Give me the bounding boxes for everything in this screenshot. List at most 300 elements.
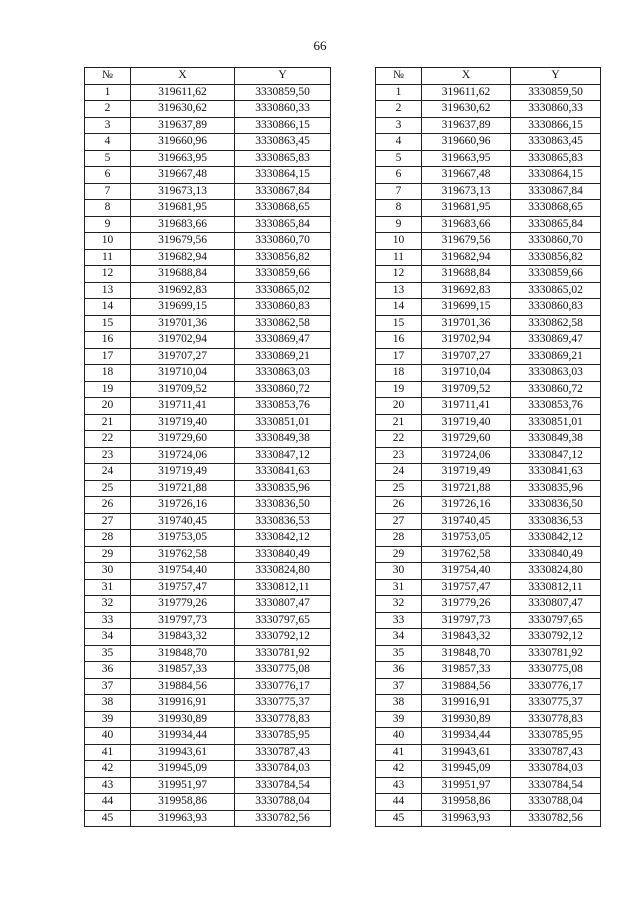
coordinates-table-left [84, 67, 331, 827]
cell-x: 319719,40 [131, 414, 235, 431]
cell-x: 319843,32 [422, 629, 511, 646]
table-row [376, 629, 601, 646]
cell-number: 13 [376, 282, 422, 299]
table-row [85, 414, 331, 431]
cell-y: 3330840,49 [235, 546, 331, 563]
cell-x: 319848,70 [131, 645, 235, 662]
cell-x: 319702,94 [131, 332, 235, 349]
cell-number: 15 [376, 315, 422, 332]
cell-y: 3330849,38 [235, 431, 331, 448]
cell-y: 3330865,02 [511, 282, 601, 299]
cell-number: 44 [376, 794, 422, 811]
cell-x: 319679,56 [131, 233, 235, 250]
cell-y: 3330867,84 [511, 183, 601, 200]
cell-y: 3330862,58 [511, 315, 601, 332]
cell-number: 9 [376, 216, 422, 233]
cell-x: 319711,41 [131, 398, 235, 415]
cell-number: 10 [85, 233, 131, 250]
cell-number: 17 [376, 348, 422, 365]
cell-number: 8 [376, 200, 422, 217]
cell-y: 3330778,83 [511, 711, 601, 728]
table-row [376, 414, 601, 431]
cell-number: 37 [376, 678, 422, 695]
table-row [376, 84, 601, 101]
table-row [376, 299, 601, 316]
cell-number: 5 [85, 150, 131, 167]
cell-y: 3330865,83 [235, 150, 331, 167]
cell-number: 42 [376, 761, 422, 778]
table-row [85, 662, 331, 679]
cell-y: 3330797,65 [235, 612, 331, 629]
cell-x: 319724,06 [131, 447, 235, 464]
table-row [85, 546, 331, 563]
table-row [85, 777, 331, 794]
cell-number: 11 [85, 249, 131, 266]
cell-x: 319660,96 [422, 134, 511, 151]
table-row [376, 282, 601, 299]
cell-number: 3 [376, 117, 422, 134]
cell-x: 319762,58 [422, 546, 511, 563]
coordinates-table-right [375, 67, 601, 827]
table-row [376, 612, 601, 629]
table-row [376, 662, 601, 679]
cell-y: 3330860,83 [235, 299, 331, 316]
cell-y: 3330784,03 [511, 761, 601, 778]
column-header-y: Y [235, 68, 331, 85]
cell-y: 3330775,37 [511, 695, 601, 712]
cell-x: 319679,56 [422, 233, 511, 250]
cell-number: 15 [85, 315, 131, 332]
table-row [85, 365, 331, 382]
table-row [85, 810, 331, 827]
table-row [85, 200, 331, 217]
table-row [376, 233, 601, 250]
cell-x: 319757,47 [422, 579, 511, 596]
cell-x: 319611,62 [131, 84, 235, 101]
cell-y: 3330860,83 [511, 299, 601, 316]
cell-number: 18 [376, 365, 422, 382]
table-row [85, 794, 331, 811]
cell-x: 319916,91 [131, 695, 235, 712]
table-row [85, 249, 331, 266]
cell-number: 29 [376, 546, 422, 563]
cell-x: 319753,05 [131, 530, 235, 547]
table-row [85, 728, 331, 745]
cell-x: 319692,83 [422, 282, 511, 299]
cell-x: 319740,45 [422, 513, 511, 530]
cell-number: 18 [85, 365, 131, 382]
table-row [85, 216, 331, 233]
cell-x: 319754,40 [131, 563, 235, 580]
table-row [85, 315, 331, 332]
cell-number: 43 [376, 777, 422, 794]
cell-x: 319721,88 [422, 480, 511, 497]
cell-y: 3330782,56 [235, 810, 331, 827]
column-header-x: X [422, 68, 511, 85]
cell-number: 22 [376, 431, 422, 448]
table-row [376, 563, 601, 580]
table-row [376, 117, 601, 134]
cell-y: 3330853,76 [235, 398, 331, 415]
cell-number: 26 [85, 497, 131, 514]
cell-x: 319683,66 [131, 216, 235, 233]
table-row [376, 183, 601, 200]
cell-y: 3330860,70 [511, 233, 601, 250]
cell-x: 319848,70 [422, 645, 511, 662]
table-row [85, 150, 331, 167]
cell-number: 38 [376, 695, 422, 712]
cell-number: 21 [376, 414, 422, 431]
table-row [376, 398, 601, 415]
cell-number: 20 [376, 398, 422, 415]
cell-x: 319943,61 [422, 744, 511, 761]
cell-y: 3330841,63 [235, 464, 331, 481]
cell-x: 319934,44 [422, 728, 511, 745]
cell-y: 3330866,15 [235, 117, 331, 134]
cell-x: 319673,13 [422, 183, 511, 200]
cell-number: 32 [376, 596, 422, 613]
cell-x: 319707,27 [422, 348, 511, 365]
cell-x: 319754,40 [422, 563, 511, 580]
cell-y: 3330835,96 [511, 480, 601, 497]
table-row [85, 645, 331, 662]
cell-y: 3330859,50 [511, 84, 601, 101]
table-row [85, 101, 331, 118]
cell-number: 28 [376, 530, 422, 547]
table-row [376, 464, 601, 481]
cell-number: 31 [376, 579, 422, 596]
cell-y: 3330868,65 [511, 200, 601, 217]
table-row [85, 579, 331, 596]
cell-number: 40 [376, 728, 422, 745]
table-row [376, 645, 601, 662]
table-row [376, 381, 601, 398]
cell-x: 319916,91 [422, 695, 511, 712]
cell-y: 3330863,45 [235, 134, 331, 151]
cell-y: 3330781,92 [511, 645, 601, 662]
cell-x: 319884,56 [131, 678, 235, 695]
cell-x: 319667,48 [422, 167, 511, 184]
cell-y: 3330787,43 [511, 744, 601, 761]
table-row [85, 431, 331, 448]
cell-y: 3330869,21 [511, 348, 601, 365]
cell-y: 3330840,49 [511, 546, 601, 563]
table-row [376, 794, 601, 811]
cell-x: 319958,86 [422, 794, 511, 811]
cell-x: 319857,33 [422, 662, 511, 679]
cell-number: 10 [376, 233, 422, 250]
cell-number: 27 [376, 513, 422, 530]
cell-x: 319779,26 [422, 596, 511, 613]
cell-number: 1 [85, 84, 131, 101]
cell-y: 3330864,15 [511, 167, 601, 184]
cell-y: 3330788,04 [235, 794, 331, 811]
cell-y: 3330775,37 [235, 695, 331, 712]
cell-number: 23 [376, 447, 422, 464]
cell-number: 12 [85, 266, 131, 283]
table-row [85, 183, 331, 200]
table-body-right [376, 84, 601, 827]
cell-y: 3330859,66 [511, 266, 601, 283]
cell-x: 319797,73 [422, 612, 511, 629]
cell-number: 14 [376, 299, 422, 316]
table-row [85, 299, 331, 316]
table-row [376, 596, 601, 613]
cell-y: 3330836,53 [511, 513, 601, 530]
cell-x: 319699,15 [131, 299, 235, 316]
cell-number: 25 [85, 480, 131, 497]
table-row [85, 381, 331, 398]
cell-x: 319663,95 [422, 150, 511, 167]
table-row [85, 744, 331, 761]
table-row [85, 497, 331, 514]
table-row [85, 530, 331, 547]
cell-y: 3330856,82 [511, 249, 601, 266]
table-row [85, 513, 331, 530]
table-row [85, 464, 331, 481]
table-row [85, 167, 331, 184]
cell-x: 319951,97 [422, 777, 511, 794]
cell-number: 24 [376, 464, 422, 481]
cell-x: 319762,58 [131, 546, 235, 563]
cell-x: 319637,89 [131, 117, 235, 134]
cell-number: 36 [85, 662, 131, 679]
cell-number: 2 [376, 101, 422, 118]
table-row [376, 530, 601, 547]
cell-number: 37 [85, 678, 131, 695]
cell-y: 3330863,03 [511, 365, 601, 382]
table-row [376, 480, 601, 497]
table-header-row [85, 68, 331, 85]
cell-y: 3330869,21 [235, 348, 331, 365]
cell-x: 319701,36 [131, 315, 235, 332]
table-row [85, 695, 331, 712]
table-row [376, 546, 601, 563]
cell-number: 3 [85, 117, 131, 134]
cell-y: 3330863,03 [235, 365, 331, 382]
table-row [376, 332, 601, 349]
cell-number: 29 [85, 546, 131, 563]
cell-x: 319682,94 [131, 249, 235, 266]
cell-number: 35 [376, 645, 422, 662]
table-row [376, 447, 601, 464]
cell-y: 3330865,84 [511, 216, 601, 233]
cell-number: 4 [85, 134, 131, 151]
cell-number: 6 [376, 167, 422, 184]
cell-y: 3330866,15 [511, 117, 601, 134]
cell-y: 3330836,53 [235, 513, 331, 530]
cell-number: 17 [85, 348, 131, 365]
cell-number: 8 [85, 200, 131, 217]
cell-x: 319688,84 [422, 266, 511, 283]
cell-y: 3330847,12 [235, 447, 331, 464]
table-row [376, 365, 601, 382]
cell-number: 20 [85, 398, 131, 415]
table-row [85, 134, 331, 151]
cell-y: 3330863,45 [511, 134, 601, 151]
cell-number: 11 [376, 249, 422, 266]
cell-number: 39 [376, 711, 422, 728]
cell-y: 3330836,50 [235, 497, 331, 514]
cell-x: 319724,06 [422, 447, 511, 464]
cell-y: 3330841,63 [511, 464, 601, 481]
column-header-x: X [131, 68, 235, 85]
cell-number: 19 [376, 381, 422, 398]
cell-number: 31 [85, 579, 131, 596]
cell-x: 319710,04 [131, 365, 235, 382]
cell-y: 3330869,47 [235, 332, 331, 349]
cell-number: 40 [85, 728, 131, 745]
cell-x: 319709,52 [422, 381, 511, 398]
table-row [376, 761, 601, 778]
cell-y: 3330859,66 [235, 266, 331, 283]
cell-x: 319719,49 [422, 464, 511, 481]
cell-y: 3330847,12 [511, 447, 601, 464]
cell-y: 3330824,80 [511, 563, 601, 580]
cell-number: 34 [85, 629, 131, 646]
cell-y: 3330824,80 [235, 563, 331, 580]
cell-number: 2 [85, 101, 131, 118]
cell-y: 3330836,50 [511, 497, 601, 514]
cell-x: 319843,32 [131, 629, 235, 646]
cell-x: 319701,36 [422, 315, 511, 332]
cell-x: 319757,47 [131, 579, 235, 596]
cell-x: 319699,15 [422, 299, 511, 316]
table-row [376, 216, 601, 233]
cell-y: 3330864,15 [235, 167, 331, 184]
cell-x: 319719,40 [422, 414, 511, 431]
table-row [376, 513, 601, 530]
cell-x: 319711,41 [422, 398, 511, 415]
table-row [85, 629, 331, 646]
table-row [85, 266, 331, 283]
cell-x: 319729,60 [131, 431, 235, 448]
cell-y: 3330853,76 [511, 398, 601, 415]
table-row [376, 315, 601, 332]
cell-number: 6 [85, 167, 131, 184]
cell-y: 3330835,96 [235, 480, 331, 497]
cell-number: 30 [376, 563, 422, 580]
cell-y: 3330869,47 [511, 332, 601, 349]
cell-number: 27 [85, 513, 131, 530]
cell-x: 319930,89 [131, 711, 235, 728]
cell-y: 3330860,70 [235, 233, 331, 250]
cell-y: 3330860,72 [511, 381, 601, 398]
table-header-row [376, 68, 601, 85]
cell-x: 319663,95 [131, 150, 235, 167]
cell-number: 30 [85, 563, 131, 580]
table-row [376, 744, 601, 761]
cell-number: 13 [85, 282, 131, 299]
table-row [85, 761, 331, 778]
cell-y: 3330860,33 [511, 101, 601, 118]
table-row [85, 348, 331, 365]
table-row [376, 777, 601, 794]
cell-x: 319943,61 [131, 744, 235, 761]
table-row [85, 596, 331, 613]
cell-x: 319681,95 [422, 200, 511, 217]
cell-y: 3330860,33 [235, 101, 331, 118]
table-row [85, 447, 331, 464]
table-row [85, 711, 331, 728]
cell-x: 319963,93 [422, 810, 511, 827]
table-row [376, 728, 601, 745]
cell-number: 32 [85, 596, 131, 613]
table-row [376, 810, 601, 827]
cell-y: 3330868,65 [235, 200, 331, 217]
table-row [376, 431, 601, 448]
table-row [376, 101, 601, 118]
cell-x: 319673,13 [131, 183, 235, 200]
cell-y: 3330776,17 [511, 678, 601, 695]
page-number: 66 [313, 38, 327, 53]
cell-y: 3330782,56 [511, 810, 601, 827]
cell-x: 319611,62 [422, 84, 511, 101]
cell-y: 3330849,38 [511, 431, 601, 448]
cell-x: 319740,45 [131, 513, 235, 530]
table-row [85, 84, 331, 101]
cell-x: 319682,94 [422, 249, 511, 266]
cell-x: 319779,26 [131, 596, 235, 613]
cell-x: 319667,48 [131, 167, 235, 184]
cell-y: 3330842,12 [235, 530, 331, 547]
cell-y: 3330807,47 [235, 596, 331, 613]
cell-number: 12 [376, 266, 422, 283]
cell-y: 3330784,54 [511, 777, 601, 794]
cell-x: 319721,88 [131, 480, 235, 497]
cell-number: 21 [85, 414, 131, 431]
cell-number: 23 [85, 447, 131, 464]
cell-x: 319753,05 [422, 530, 511, 547]
cell-x: 319707,27 [131, 348, 235, 365]
table-row [376, 167, 601, 184]
table-row [376, 348, 601, 365]
cell-y: 3330865,02 [235, 282, 331, 299]
cell-number: 9 [85, 216, 131, 233]
cell-y: 3330787,43 [235, 744, 331, 761]
cell-x: 319683,66 [422, 216, 511, 233]
cell-x: 319884,56 [422, 678, 511, 695]
cell-x: 319934,44 [131, 728, 235, 745]
cell-y: 3330865,83 [511, 150, 601, 167]
column-header-number: № [376, 68, 422, 85]
table-row [85, 233, 331, 250]
table-row [85, 563, 331, 580]
cell-x: 319637,89 [422, 117, 511, 134]
cell-y: 3330842,12 [511, 530, 601, 547]
cell-x: 319958,86 [131, 794, 235, 811]
cell-x: 319660,96 [131, 134, 235, 151]
cell-y: 3330851,01 [235, 414, 331, 431]
cell-x: 319709,52 [131, 381, 235, 398]
table-row [85, 480, 331, 497]
cell-y: 3330792,12 [235, 629, 331, 646]
cell-number: 26 [376, 497, 422, 514]
cell-y: 3330776,17 [235, 678, 331, 695]
cell-y: 3330797,65 [511, 612, 601, 629]
cell-x: 319726,16 [422, 497, 511, 514]
cell-y: 3330792,12 [511, 629, 601, 646]
cell-y: 3330851,01 [511, 414, 601, 431]
table-row [85, 332, 331, 349]
cell-y: 3330785,95 [511, 728, 601, 745]
table-row [376, 200, 601, 217]
cell-y: 3330788,04 [511, 794, 601, 811]
cell-x: 319945,09 [422, 761, 511, 778]
cell-number: 41 [376, 744, 422, 761]
cell-number: 38 [85, 695, 131, 712]
cell-y: 3330865,84 [235, 216, 331, 233]
